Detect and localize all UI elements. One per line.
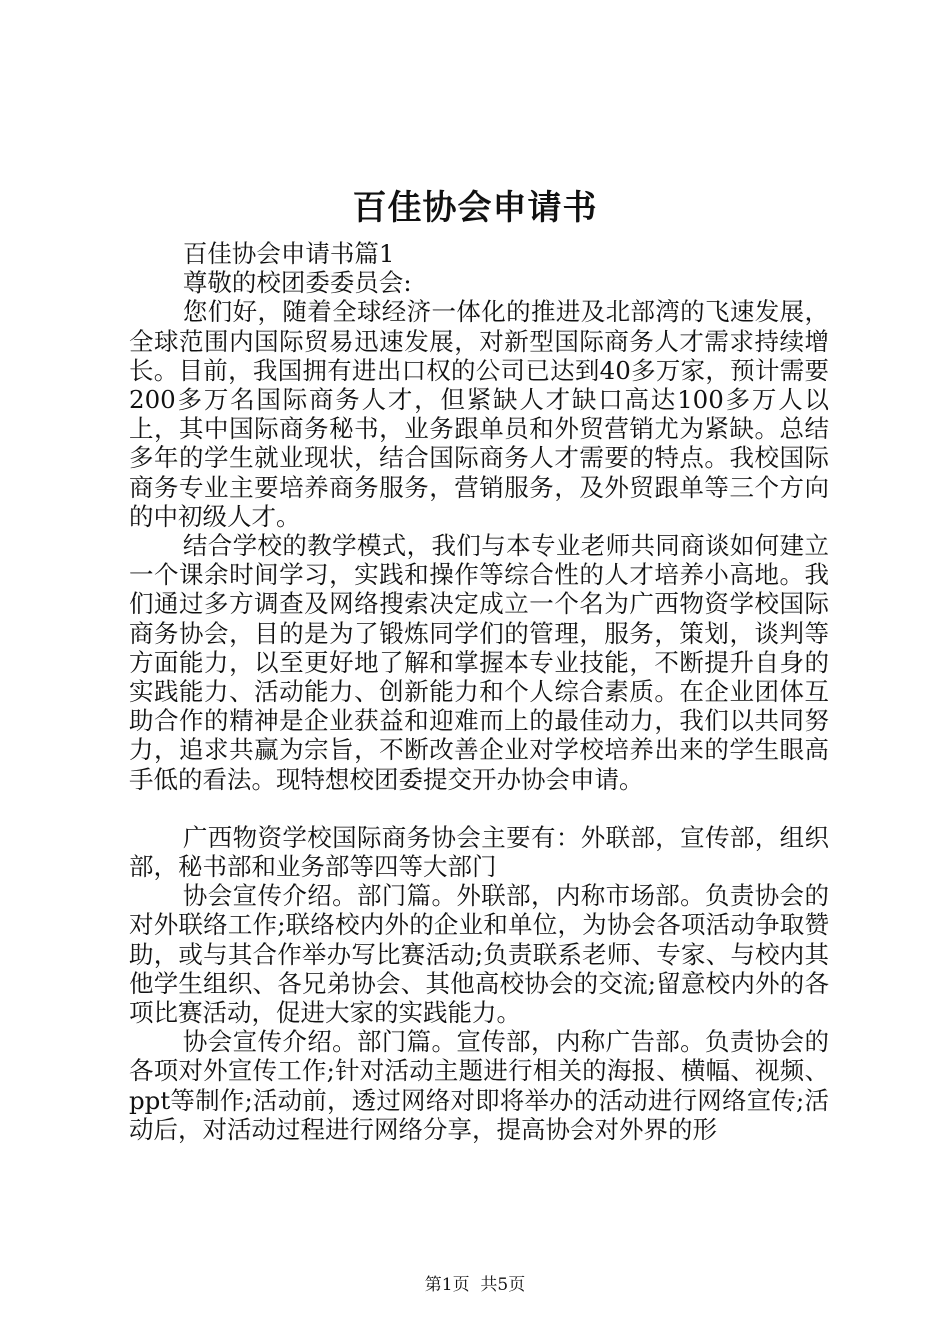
- paragraph-heading: 百佳协会申请书篇1: [182, 239, 395, 268]
- document-title: 百佳协会申请书: [352, 188, 598, 228]
- page-number: 第1页 共5页: [424, 1275, 526, 1295]
- page-footer: [0, 1273, 950, 1297]
- paragraph-intro: 您们好，随着全球经济一体化的推进及北部湾的飞速发展，全球范围内国际贸易迅速发展，对新型国际商务人才需求持续增长。目前，我国拥有进出口权的公司已达到40多万家，预计需要200多万名国际商务人才，但紧缺人才缺口高达100多万人以上，其中国际商务秘书，业务跟单员和外贸营销尤为紧缺。总结多年的学生就业现状，结合国际商务人才需要的特点。我校国际商务专业主要培养商务服务，营销服务，及外贸跟单等三个方向的中初级人才。: [129, 297, 829, 531]
- document-body: [129, 239, 829, 1144]
- paragraph-publicity-dept: 协会宣传介绍。部门篇。宣传部，内称广告部。负责协会的各项对外宣传工作;针对活动主题进行相关的海报、横幅、视频、ppt等制作;活动前，透过网络对即将举办的活动进行网络宣传;活动后，对活动过程进行网络分享，提高协会对外界的形: [129, 1027, 829, 1144]
- paragraph-salutation: 尊敬的校团委委员会:: [182, 268, 412, 298]
- paragraph-liaison-dept: 协会宣传介绍。部门篇。外联部，内称市场部。负责协会的对外联络工作;联络校内外的企业和单位，为协会各项活动争取赞助，或与其合作举办写比赛活动;负责联系老师、专家、与校内其他学生组织、各兄弟协会、其他高校协会的交流;留意校内外的各项比赛活动，促进大家的实践能力。: [129, 881, 829, 1028]
- paragraph-departments: 广西物资学校国际商务协会主要有：外联部，宣传部，组织部，秘书部和业务部等四等大部门: [129, 822, 829, 882]
- paragraph-purpose: 结合学校的教学模式，我们与本专业老师共同商谈如何建立一个课余时间学习，实践和操作等综合性的人才培养小高地。我们通过多方调查及网络搜索决定成立一个名为广西物资学校国际商务协会，目的是为了锻炼同学们的管理，服务，策划，谈判等方面能力，以至更好地了解和掌握本专业技能，不断提升自身的实践能力、活动能力、创新能力和个人综合素质。在企业团体互助合作的精神是企业获益和迎难而上的最佳动力，我们以共同努力，追求共赢为宗旨，不断改善企业对学校培养出来的学生眼高手低的看法。现特想校团委提交开办协会申请。: [129, 531, 829, 794]
